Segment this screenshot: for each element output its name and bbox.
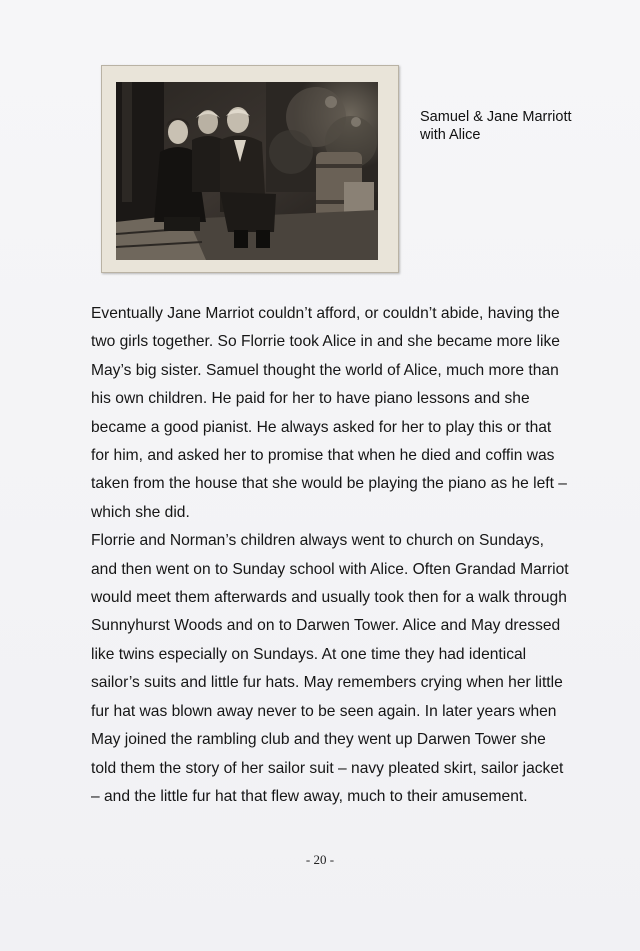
text-line: told them the story of her sailor suit – navy pleated skirt, sailor jacket (91, 759, 564, 777)
text-line: would meet them afterwards and usually took then for a walk through (91, 589, 567, 607)
text-line: his own children. He paid for her to have piano lessons and she (91, 390, 530, 408)
text-line: two girls together. So Florrie took Alice in and she became more like (91, 333, 560, 351)
text-line: for him, and asked her to promise that when he died and coffin was (91, 447, 555, 465)
text-line: Sunnyhurst Woods and on to Darwen Tower. Alice and May dressed (91, 617, 561, 635)
text-line: May’s big sister. Samuel thought the world of Alice, much more than (91, 361, 559, 379)
photo-image (116, 82, 378, 260)
text-line: fur hat was blown away never to be seen again. In later years when (91, 702, 557, 720)
body-paragraphs (91, 300, 603, 811)
caption-line-2: with Alice (420, 127, 481, 143)
text-line: May joined the rambling club and they went up Darwen Tower she (91, 731, 546, 749)
text-line: – and the little fur hat that flew away, much to their amusement. (91, 787, 528, 805)
text-line: became a good pianist. He always asked for her to play this or that (91, 418, 552, 436)
text-line: taken from the house that she would be playing the piano as he left – (91, 475, 567, 493)
text-line: Eventually Jane Marriot couldn’t afford, or couldn’t abide, having the (91, 305, 560, 322)
caption-line-1: Samuel & Jane Marriott (420, 109, 572, 125)
page-number: - 20 - (305, 852, 335, 867)
text-line: and then went on to Sunday school with Alice. Often Grandad Marriot (91, 560, 569, 578)
photo-caption (420, 108, 572, 144)
text-line: sailor’s suits and little fur hats. May remembers crying when her little (91, 674, 563, 692)
text-line: like twins especially on Sundays. At one time they had identical (91, 645, 527, 663)
text-line: Florrie and Norman’s children always went to church on Sundays, (91, 532, 545, 550)
family-photo (101, 65, 399, 273)
text-line: which she did. (91, 503, 190, 521)
